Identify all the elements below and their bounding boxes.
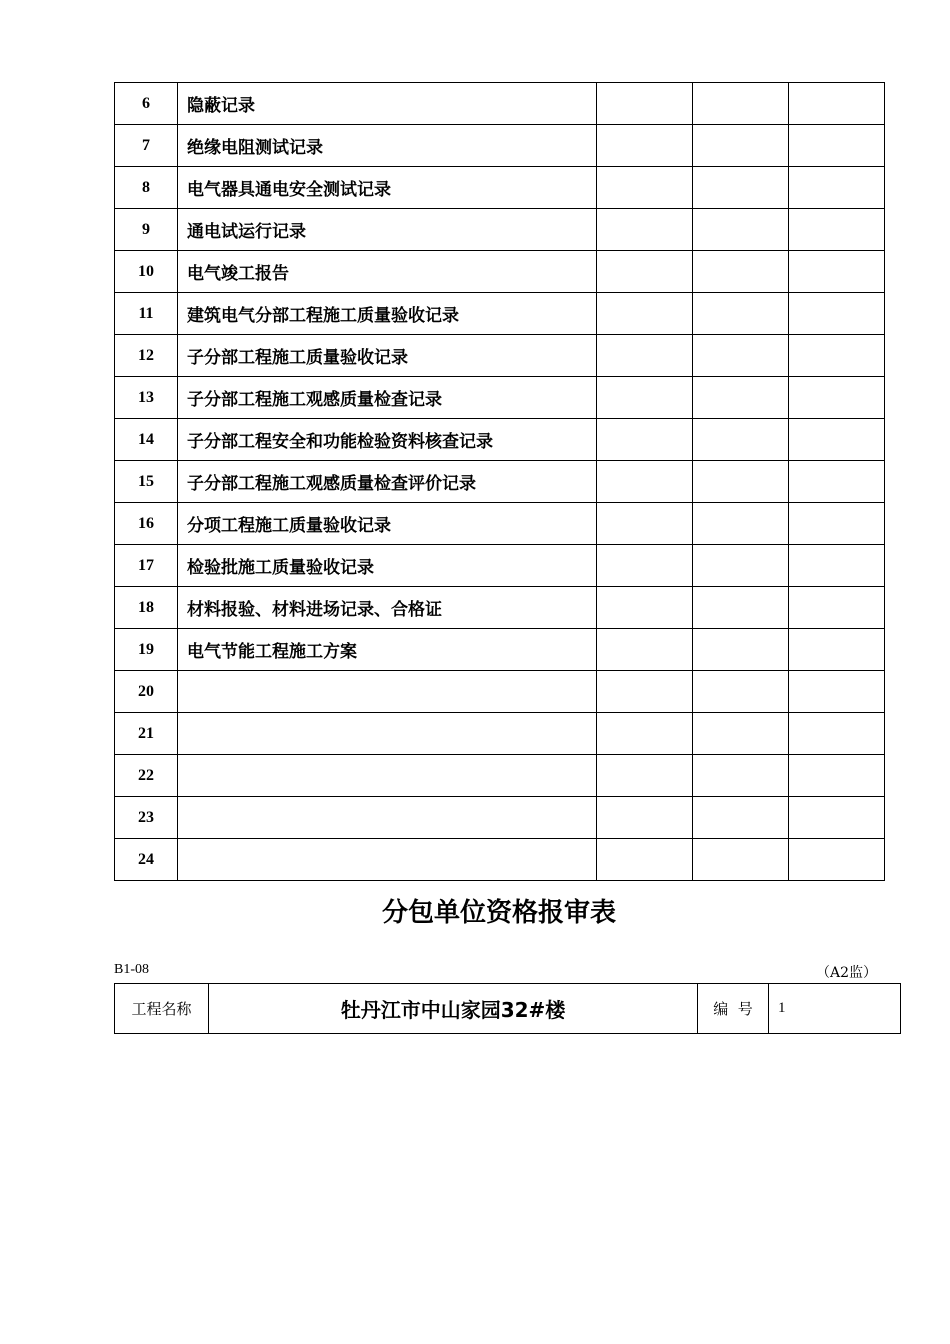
status-cell-a xyxy=(597,755,693,797)
status-cell-a xyxy=(597,167,693,209)
status-cell-c xyxy=(789,629,885,671)
row-number: 19 xyxy=(115,629,178,671)
table-row xyxy=(115,713,885,755)
record-name xyxy=(178,839,597,881)
status-cell-c xyxy=(789,83,885,125)
status-cell-b xyxy=(693,83,789,125)
record-name: 子分部工程施工观感质量检查评价记录 xyxy=(178,461,597,503)
status-cell-a xyxy=(597,293,693,335)
status-cell-a xyxy=(597,335,693,377)
table-row xyxy=(115,293,885,335)
record-name: 隐蔽记录 xyxy=(178,83,597,125)
status-cell-b xyxy=(693,125,789,167)
form-header-row xyxy=(115,984,901,1034)
form-reference: （A2监） xyxy=(816,965,878,981)
record-name: 电气器具通电安全测试记录 xyxy=(178,167,597,209)
status-cell-a xyxy=(597,419,693,461)
record-name xyxy=(178,713,597,755)
table-row xyxy=(115,839,885,881)
record-name: 电气节能工程施工方案 xyxy=(178,629,597,671)
status-cell-b xyxy=(693,503,789,545)
record-name: 材料报验、材料进场记录、合格证 xyxy=(178,587,597,629)
status-cell-b xyxy=(693,671,789,713)
row-number: 21 xyxy=(115,713,178,755)
table-row xyxy=(115,377,885,419)
number-value: 1 xyxy=(769,984,901,1034)
status-cell-b xyxy=(693,251,789,293)
status-cell-a xyxy=(597,377,693,419)
status-cell-c xyxy=(789,545,885,587)
row-number: 16 xyxy=(115,503,178,545)
row-number: 22 xyxy=(115,755,178,797)
status-cell-c xyxy=(789,461,885,503)
status-cell-b xyxy=(693,587,789,629)
status-cell-b xyxy=(693,293,789,335)
status-cell-b xyxy=(693,839,789,881)
number-label: 编 号 xyxy=(698,984,769,1034)
status-cell-a xyxy=(597,461,693,503)
status-cell-a xyxy=(597,545,693,587)
status-cell-c xyxy=(789,503,885,545)
status-cell-b xyxy=(693,755,789,797)
project-name-label: 工程名称 xyxy=(115,984,209,1034)
row-number: 20 xyxy=(115,671,178,713)
status-cell-b xyxy=(693,797,789,839)
row-number: 12 xyxy=(115,335,178,377)
table-row xyxy=(115,335,885,377)
record-name: 通电试运行记录 xyxy=(178,209,597,251)
record-name: 绝缘电阻测试记录 xyxy=(178,125,597,167)
status-cell-a xyxy=(597,629,693,671)
record-name: 子分部工程施工观感质量检查记录 xyxy=(178,377,597,419)
status-cell-b xyxy=(693,167,789,209)
table-row xyxy=(115,797,885,839)
status-cell-c xyxy=(789,839,885,881)
form-title: 分包单位资格报审表 xyxy=(381,898,616,928)
row-number: 14 xyxy=(115,419,178,461)
status-cell-c xyxy=(789,251,885,293)
row-number: 8 xyxy=(115,167,178,209)
records-table xyxy=(114,82,885,881)
table-row xyxy=(115,545,885,587)
status-cell-a xyxy=(597,587,693,629)
table-row xyxy=(115,167,885,209)
status-cell-b xyxy=(693,461,789,503)
record-name: 电气竣工报告 xyxy=(178,251,597,293)
records-body xyxy=(115,83,885,881)
status-cell-c xyxy=(789,125,885,167)
table-row xyxy=(115,629,885,671)
status-cell-c xyxy=(789,167,885,209)
form-code: B1-08 xyxy=(114,962,149,977)
status-cell-b xyxy=(693,335,789,377)
record-name: 检验批施工质量验收记录 xyxy=(178,545,597,587)
table-row xyxy=(115,83,885,125)
status-cell-c xyxy=(789,797,885,839)
status-cell-c xyxy=(789,587,885,629)
table-row xyxy=(115,125,885,167)
row-number: 6 xyxy=(115,83,178,125)
status-cell-c xyxy=(789,377,885,419)
row-number: 13 xyxy=(115,377,178,419)
status-cell-b xyxy=(693,209,789,251)
status-cell-c xyxy=(789,671,885,713)
status-cell-b xyxy=(693,629,789,671)
status-cell-b xyxy=(693,545,789,587)
table-row xyxy=(115,419,885,461)
status-cell-c xyxy=(789,713,885,755)
record-name: 子分部工程施工质量验收记录 xyxy=(178,335,597,377)
row-number: 11 xyxy=(115,293,178,335)
status-cell-a xyxy=(597,209,693,251)
table-row xyxy=(115,671,885,713)
table-row xyxy=(115,461,885,503)
status-cell-b xyxy=(693,713,789,755)
row-number: 15 xyxy=(115,461,178,503)
table-row xyxy=(115,755,885,797)
row-number: 18 xyxy=(115,587,178,629)
record-name xyxy=(178,797,597,839)
status-cell-a xyxy=(597,125,693,167)
status-cell-a xyxy=(597,839,693,881)
status-cell-b xyxy=(693,419,789,461)
table-row xyxy=(115,251,885,293)
status-cell-a xyxy=(597,251,693,293)
row-number: 17 xyxy=(115,545,178,587)
row-number: 7 xyxy=(115,125,178,167)
status-cell-a xyxy=(597,671,693,713)
record-name: 建筑电气分部工程施工质量验收记录 xyxy=(178,293,597,335)
row-number: 24 xyxy=(115,839,178,881)
status-cell-c xyxy=(789,419,885,461)
row-number: 9 xyxy=(115,209,178,251)
project-name-value: 牡丹江市中山家园32#楼 xyxy=(209,984,698,1034)
status-cell-c xyxy=(789,293,885,335)
status-cell-c xyxy=(789,755,885,797)
row-number: 10 xyxy=(115,251,178,293)
status-cell-a xyxy=(597,503,693,545)
record-name xyxy=(178,755,597,797)
table-row xyxy=(115,587,885,629)
table-row xyxy=(115,209,885,251)
status-cell-b xyxy=(693,377,789,419)
status-cell-c xyxy=(789,335,885,377)
record-name xyxy=(178,671,597,713)
status-cell-a xyxy=(597,797,693,839)
status-cell-a xyxy=(597,83,693,125)
table-row xyxy=(115,503,885,545)
status-cell-c xyxy=(789,209,885,251)
record-name: 分项工程施工质量验收记录 xyxy=(178,503,597,545)
status-cell-a xyxy=(597,713,693,755)
form-header-table xyxy=(114,983,901,1034)
record-name: 子分部工程安全和功能检验资料核查记录 xyxy=(178,419,597,461)
row-number: 23 xyxy=(115,797,178,839)
